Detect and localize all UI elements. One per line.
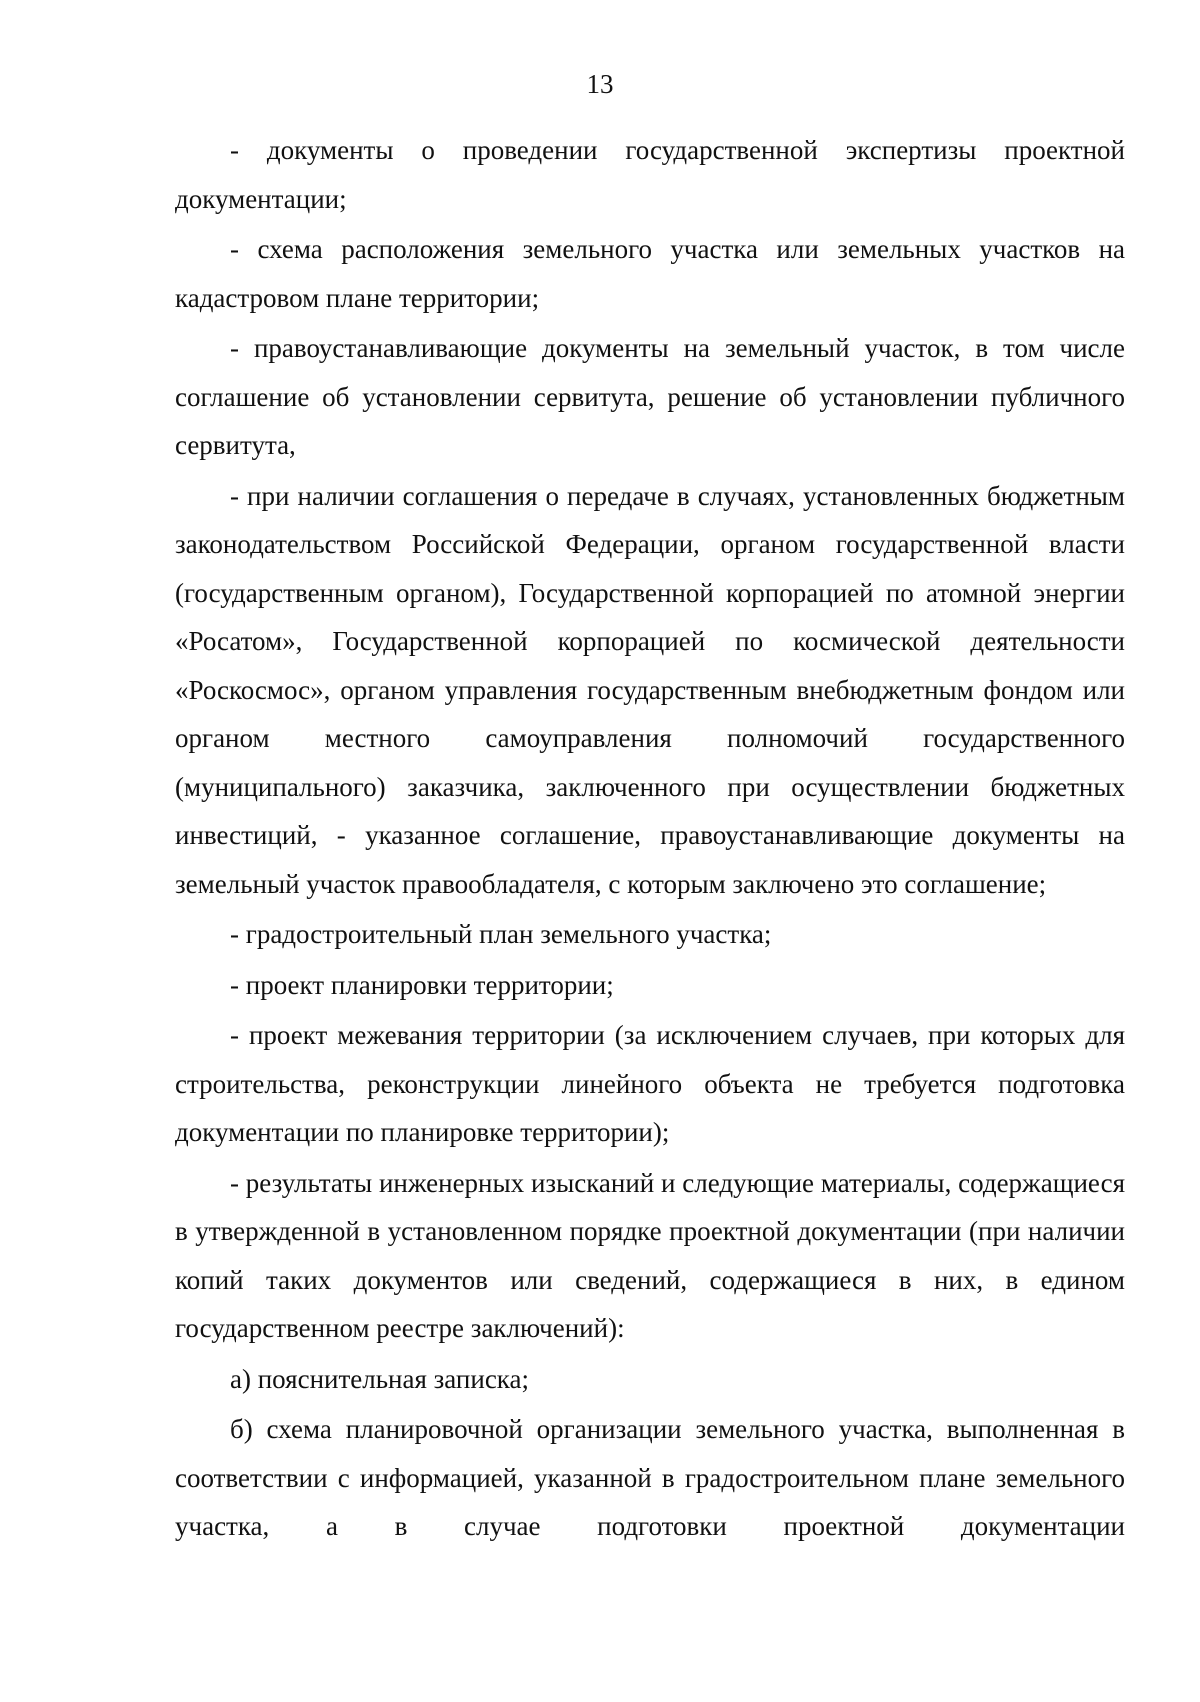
paragraph-surveying-project: - проект межевания территории (за исключением случаев, при которых для строительства, реконструкции линейного объекта не требуется подготовка документации по планировке территории); (175, 1020, 1125, 1147)
document-body (175, 126, 1125, 1553)
paragraph-transfer-agreement: - при наличии соглашения о передаче в случаях, установленных бюджетным законодательством Российской Федерации, органом государственной власти (государственным органом), Государственной корпорацией по атомной энергии «Росатом», Государственной корпорацией по космической деятельности «Роскосмос», органом управления государственным внебюджетным фондом или органом местного самоуправления полномочий государственного (муниципального) заказчика, заключенного при осуществлении бюджетных инвестиций, - указанное соглашение, правоустанавливающие документы на земельный участок правообладателя, с которым заключено это соглашение; (175, 480, 1125, 899)
paragraph-land-plot-scheme: - схема расположения земельного участка или земельных участков на кадастровом плане территории; (175, 234, 1125, 313)
paragraph-urban-plan: - градостроительный план земельного участка; (230, 919, 772, 949)
paragraph-explanatory-note: а) пояснительная записка; (230, 1363, 530, 1394)
page-number: 13 (586, 69, 614, 99)
paragraph-expertise-documents: - документы о проведении государственной экспертизы проектной документации; (175, 135, 1125, 214)
paragraph-planning-scheme: б) схема планировочной организации земельного участка, выполненная в соответствии с информацией, указанной в градостроительном плане земельного участка, а в случае подготовки проектной документации (175, 1414, 1125, 1541)
paragraph-planning-project: - проект планировки территории; (230, 969, 614, 1000)
paragraph-engineering-surveys: - результаты инженерных изысканий и следующие материалы, содержащиеся в утвержденной в установленном порядке проектной документации (при наличии копий таких документов или сведений, содержащиеся в них, в едином государственном реестре заключений): (175, 1167, 1125, 1343)
paragraph-title-documents: - правоустанавливающие документы на земельный участок, в том числе соглашение об установлении сервитута, решение об установлении публичного сервитута, (175, 333, 1125, 460)
